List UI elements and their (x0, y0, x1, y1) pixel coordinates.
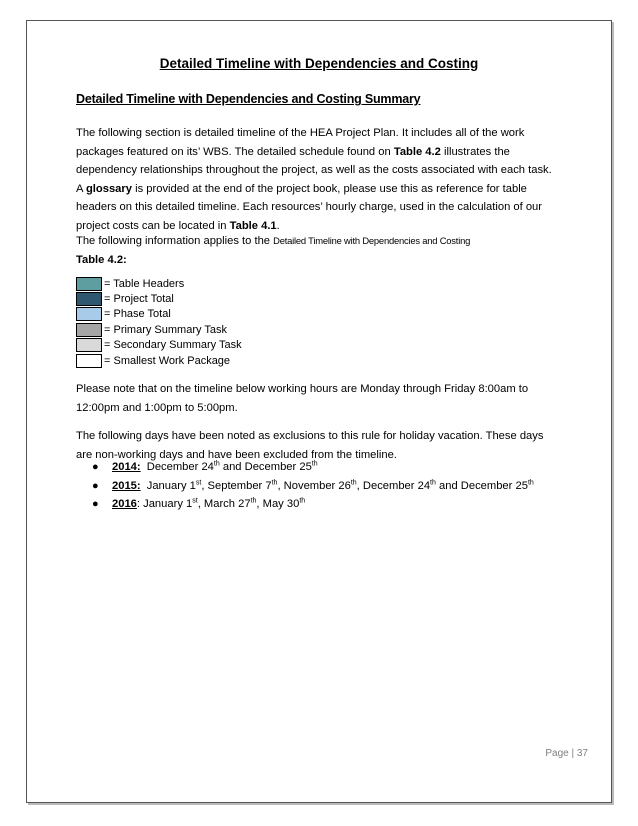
ordinal-suffix: th (527, 478, 534, 486)
ordinal-suffix: th (430, 478, 436, 486)
date-text: , September 7 (201, 479, 272, 492)
year-label: 2016 (112, 498, 137, 510)
holiday-list (92, 461, 534, 517)
date-text: , November 26 (277, 479, 351, 492)
bullet-icon: ● (92, 461, 99, 473)
date-text: , May 30 (256, 498, 300, 510)
legend-row-phase-total (76, 307, 242, 322)
legend-label: = Smallest Work Package (104, 354, 231, 367)
section-title: Detailed Timeline with Dependencies and Costing Summary (76, 92, 421, 106)
table-label: Table 4.2: (76, 253, 127, 266)
applies-paragraph (76, 232, 556, 269)
hours-note: Please note that on the timeline below working hours are Monday through Friday 8:00am to 12:00pm and 1:00pm to 5:00pm. (76, 383, 529, 414)
applies-text: The following information applies to the (76, 235, 274, 247)
page-number: Page | 37 (545, 748, 588, 759)
swatch (76, 277, 102, 291)
ordinal-suffix: th (250, 497, 257, 505)
legend-label: = Primary Summary Task (104, 323, 227, 336)
date-text: and December 25 (219, 461, 312, 473)
applies-small-text: Detailed Timeline with Dependencies and Costing (273, 235, 471, 246)
legend-row-smallest-package (76, 353, 242, 368)
legend-label: = Project Total (104, 293, 174, 306)
bullet-icon: ● (92, 479, 99, 492)
date-text: January 1 (143, 479, 196, 492)
intro-paragraph (76, 124, 556, 236)
date-text: December 24 (143, 461, 214, 473)
swatch (76, 292, 102, 306)
swatch (76, 338, 102, 352)
ordinal-suffix: th (311, 460, 318, 468)
color-legend (76, 276, 242, 368)
ordinal-suffix: th (350, 478, 357, 486)
intro-text-3: is provided at the end of the project book, please use this as reference for table headers on this detailed timeline. Each resources’ hourly charge, used in the calculation of our project costs can be located in (76, 182, 543, 232)
intro-text-2: illustrates the dependency relationships throughout the project, as well as the costs associated with each task. A (76, 145, 552, 195)
list-item-2016 (92, 498, 534, 517)
legend-label: = Table Headers (104, 277, 185, 290)
date-text: , December 24 (356, 479, 431, 492)
legend-label: = Secondary Summary Task (104, 339, 242, 352)
swatch (76, 307, 102, 321)
date-text: , March 27 (197, 498, 251, 510)
page-title: Detailed Timeline with Dependencies and Costing (159, 56, 479, 71)
intro-text-4: . (276, 219, 280, 232)
bullet-icon: ● (92, 498, 99, 510)
legend-row-secondary-summary (76, 338, 242, 353)
year-label: 2014: (112, 461, 141, 473)
intro-text-1: The following section is detailed timeline of the HEA Project Plan. It includes all of the work packages featured on its’ WBS. The detailed schedule found on (76, 127, 525, 158)
date-text: : January 1 (136, 498, 193, 510)
legend-row-project-total (76, 291, 242, 306)
glossary-ref: glossary (85, 182, 132, 195)
legend-label: = Phase Total (104, 308, 171, 321)
ordinal-suffix: st (195, 478, 202, 486)
list-item-2014 (92, 461, 534, 480)
ordinal-suffix: st (192, 497, 198, 505)
table-4-1-ref: Table 4.1 (229, 219, 277, 232)
table-4-2-ref: Table 4.2 (393, 145, 441, 158)
year-label: 2015: (112, 479, 141, 492)
legend-row-primary-summary (76, 322, 242, 337)
swatch (76, 323, 102, 337)
swatch (76, 354, 102, 368)
ordinal-suffix: th (213, 460, 220, 468)
list-item-2015 (92, 480, 534, 499)
ordinal-suffix: th (299, 497, 306, 505)
ordinal-suffix: th (271, 478, 278, 486)
legend-row-table-headers (76, 276, 242, 291)
date-text: and December 25 (435, 479, 528, 492)
exclusions-note: The following days have been noted as exclusions to this rule for holiday vacation. These days are non-working days and have been excluded from the timeline. (76, 430, 544, 461)
